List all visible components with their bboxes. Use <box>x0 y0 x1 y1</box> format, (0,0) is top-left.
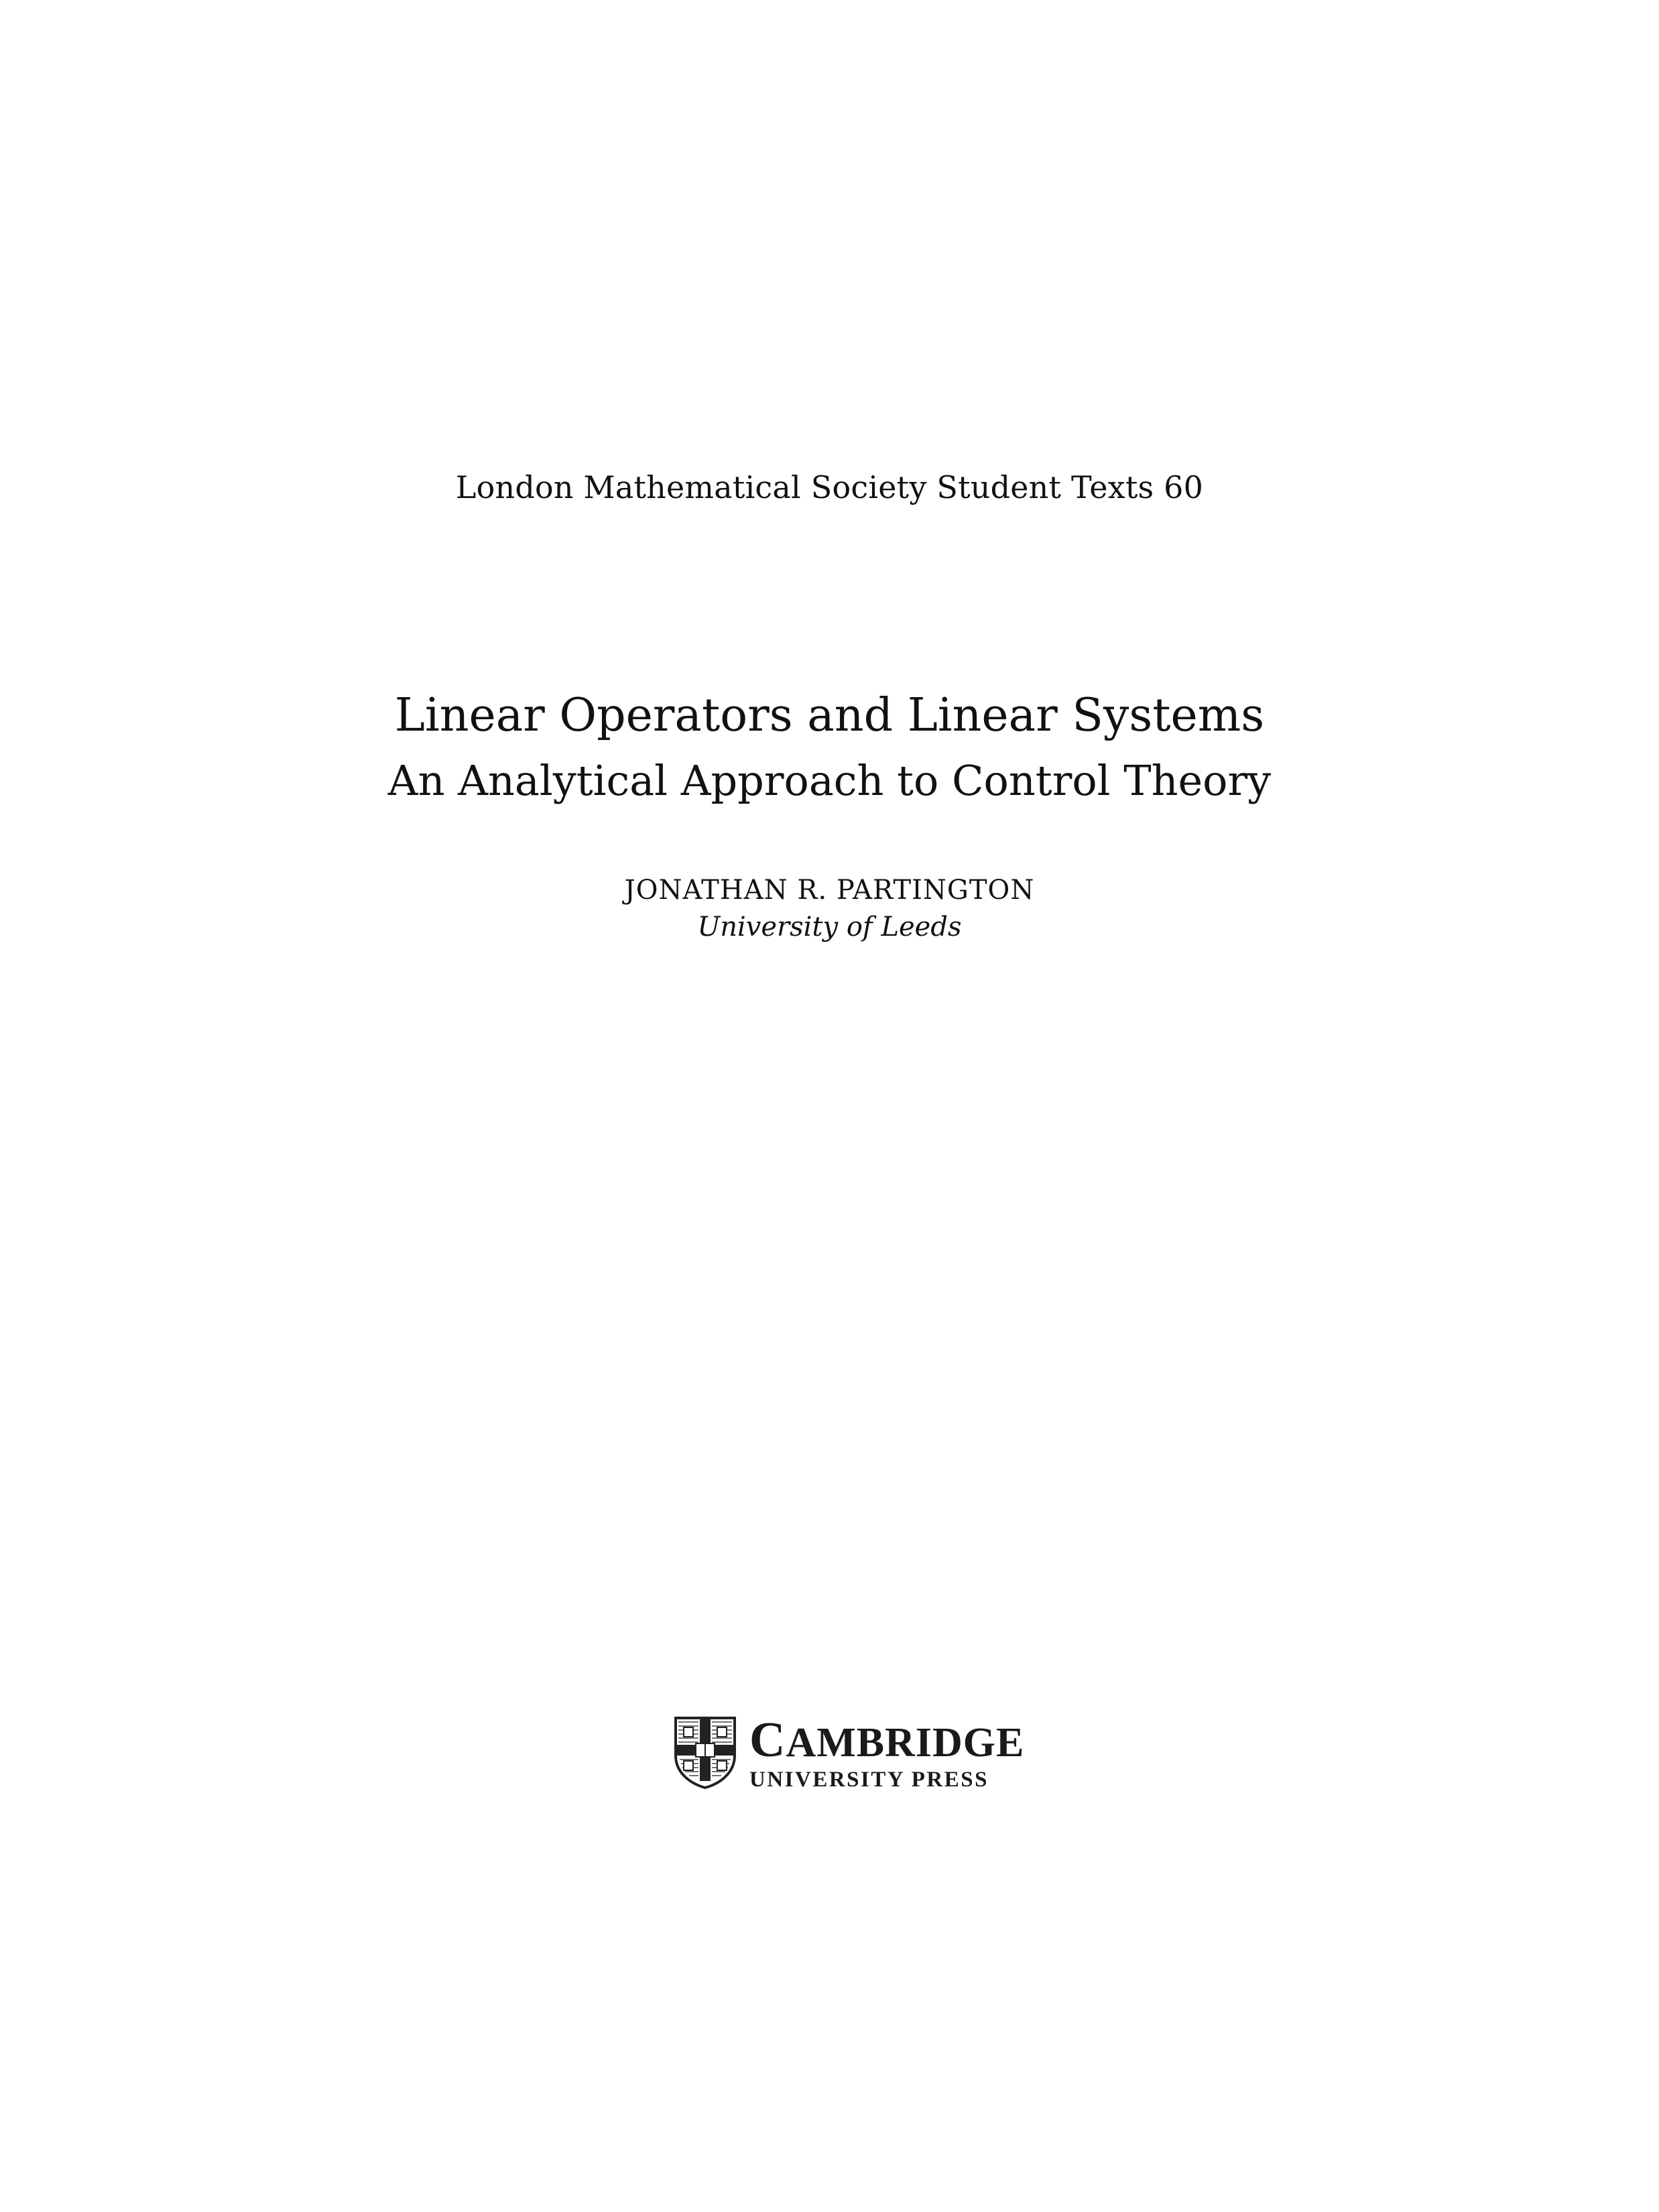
cambridge-crest-icon <box>673 1715 737 1790</box>
book-subtitle: An Analytical Approach to Control Theory <box>387 756 1272 805</box>
author-affiliation: University of Leeds <box>697 912 962 942</box>
publisher-name-rest: AMBRIDGE <box>786 1719 1025 1766</box>
author-name: JONATHAN R. PARTINGTON <box>624 875 1035 906</box>
publisher-logo <box>673 1713 1024 1793</box>
publisher-subline: UNIVERSITY PRESS <box>749 1767 989 1792</box>
series-line: London Mathematical Society Student Texts 60 <box>455 469 1204 505</box>
publisher-name-initial: C <box>749 1712 786 1768</box>
book-title: Linear Operators and Linear Systems <box>394 689 1265 742</box>
publisher-name <box>749 1712 1025 1768</box>
